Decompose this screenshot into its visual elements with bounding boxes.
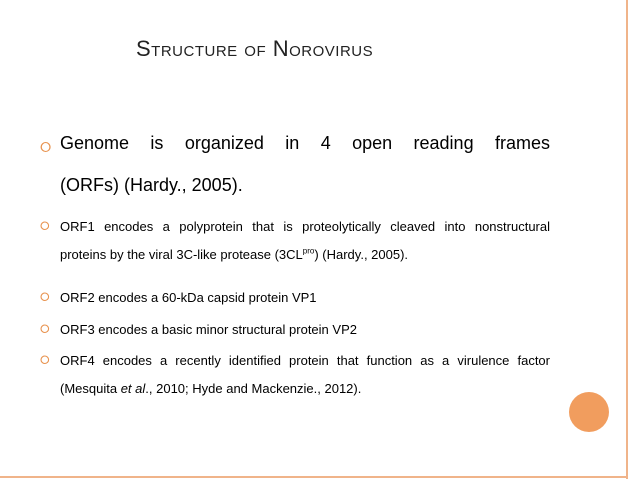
bullet-orf4 — [40, 347, 550, 403]
bullet-text — [60, 122, 550, 206]
bullet-line: ORF2 encodes a 60-kDa capsid protein VP1 — [60, 290, 317, 305]
square-ring-bullet-icon: ⭘ — [40, 290, 50, 304]
bullet-line — [60, 241, 550, 269]
bullet-orf1 — [40, 213, 550, 269]
bullet-line: ORF1 encodes a polyprotein that is proteolytically cleaved into nonstructural — [60, 219, 550, 234]
bullet-text — [60, 284, 550, 312]
bullet-line: Genome is organized in 4 open reading frames — [60, 133, 550, 153]
bullet-text-part: ., 2010; Hyde and Mackenzie., 2012). — [145, 381, 362, 396]
bullet-genome — [40, 132, 550, 206]
slide-title: Structure of Norovirus — [136, 36, 374, 61]
frame-right-border — [626, 0, 628, 479]
frame-bottom-border — [0, 476, 628, 478]
decorative-circle — [569, 392, 609, 432]
square-ring-bullet-icon: ⭘ — [40, 139, 52, 155]
bullet-text-part: (Mesquita — [60, 381, 121, 396]
square-ring-bullet-icon: ⭘ — [40, 353, 50, 367]
italic-et-al: et al — [120, 381, 146, 396]
bullet-orf2 — [40, 284, 550, 312]
bullet-text — [60, 316, 550, 344]
bullet-line — [60, 375, 550, 403]
bullet-line: ORF3 encodes a basic minor structural protein VP2 — [60, 322, 357, 337]
bullet-text-part: ) (Hardy., 2005). — [314, 247, 409, 262]
bullet-line: ORF4 encodes a recently identified protein that function as a virulence factor — [60, 353, 550, 368]
square-ring-bullet-icon: ⭘ — [40, 219, 50, 233]
superscript-pro: pro — [302, 246, 315, 256]
square-ring-bullet-icon: ⭘ — [40, 322, 50, 336]
bullet-text — [60, 347, 550, 403]
bullet-orf3 — [40, 316, 550, 344]
bullet-text — [60, 213, 550, 269]
bullet-line: (ORFs) (Hardy., 2005). — [60, 175, 243, 195]
bullet-text-part: proteins by the viral 3C-like protease (3CL — [60, 247, 303, 262]
